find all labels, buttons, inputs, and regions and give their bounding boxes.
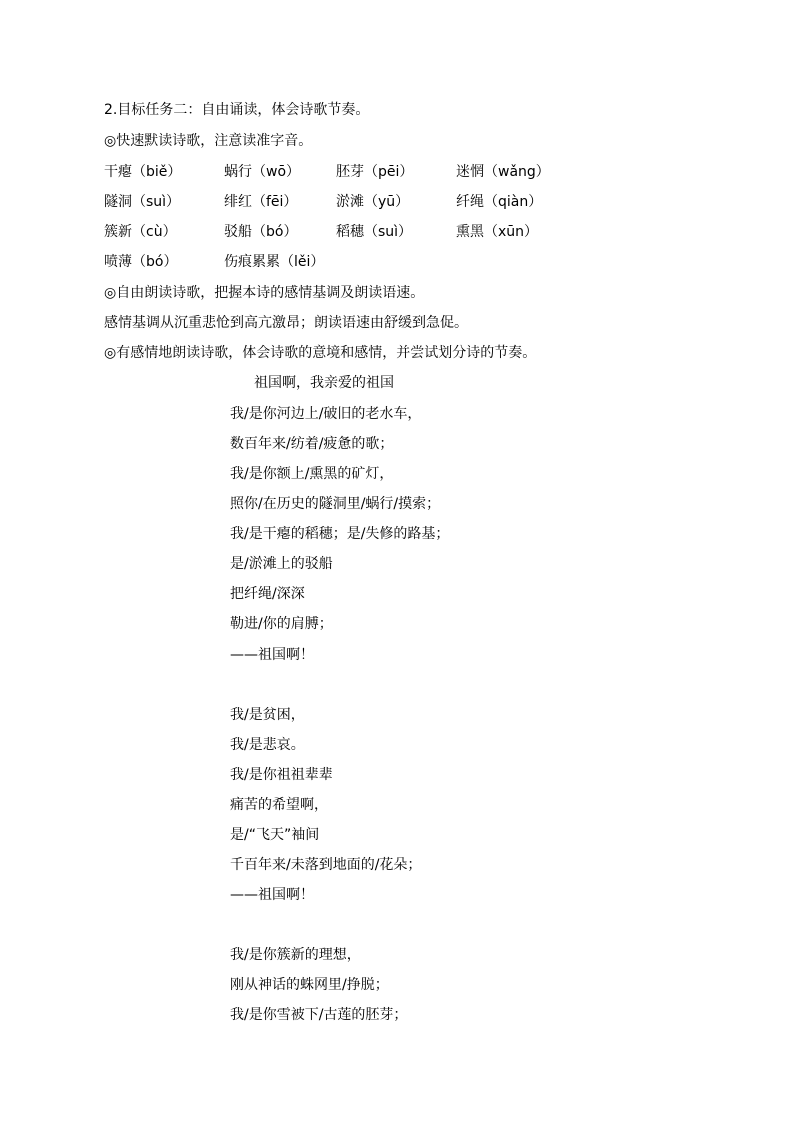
vocab-item: 驳船（bó） [224,224,298,240]
answer-text: 感情基调从沉重悲怆到高亢激昂；朗读语速由舒缓到急促。 [104,315,468,331]
poem-line: 是/淤滩上的驳船 [230,556,333,572]
task-quick-read: ◎快速默读诗歌，注意读准字音。 [104,133,313,149]
section-heading: 2.目标任务二：自由诵读，体会诗歌节奏。 [104,102,370,118]
vocab-item: 隧洞（suì） [104,194,181,210]
poem-line: 我/是你祖祖辈辈 [230,767,333,783]
task-emotional-read: ◎有感情地朗读诗歌，体会诗歌的意境和感情，并尝试划分诗的节奏。 [104,345,537,361]
poem-title: 祖国啊，我亲爱的祖国 [254,375,394,391]
vocab-item: 熏黑（xūn） [456,224,539,240]
vocab-item: 蜗行（wō） [224,164,301,180]
poem-line: 我/是悲哀。 [230,737,305,753]
poem-line: 刚从神话的蛛网里/挣脱； [230,977,389,993]
poem-line: 把纤绳/深深 [230,586,305,602]
poem-line: 我/是你簇新的理想， [230,947,361,963]
poem-line: 照你/在历史的隧洞里/蜗行/摸索； [230,496,441,512]
vocab-item: 胚芽（pēi） [336,164,414,180]
poem-line: 我/是你雪被下/古莲的胚芽； [230,1007,408,1023]
vocab-item: 绯红（fēi） [224,194,298,210]
poem-line: 数百年来/纺着/疲惫的歌； [230,436,394,452]
vocab-item: 淤滩（yū） [336,194,410,210]
poem-line: 痛苦的希望啊， [230,797,328,813]
poem-line: 我/是你河边上/破旧的老水车， [230,406,422,422]
poem-line: 是/“飞天”袖间 [230,827,320,843]
task-free-read: ◎自由朗读诗歌，把握本诗的感情基调及朗读语速。 [104,285,425,301]
poem-line: 我/是贫困， [230,707,305,723]
vocab-item: 纤绳（qiàn） [456,194,543,210]
vocab-item: 伤痕累累（lěi） [224,254,325,270]
vocab-item: 迷惘（wǎng） [456,164,550,180]
poem-line: ——祖国啊！ [230,887,314,903]
vocab-item: 稻穗（suì） [336,224,413,240]
vocab-item: 喷薄（bó） [104,254,178,270]
poem-line: ——祖国啊！ [230,647,314,663]
vocab-item: 簇新（cù） [104,224,177,240]
poem-line: 勒进/你的肩膊； [230,616,333,632]
poem-line: 我/是你额上/熏黑的矿灯， [230,466,394,482]
poem-line: 我/是干瘪的稻穗；是/失修的路基； [230,526,450,542]
poem-line: 千百年来/未落到地面的/花朵； [230,857,422,873]
vocab-item: 干瘪（biě） [104,164,182,180]
